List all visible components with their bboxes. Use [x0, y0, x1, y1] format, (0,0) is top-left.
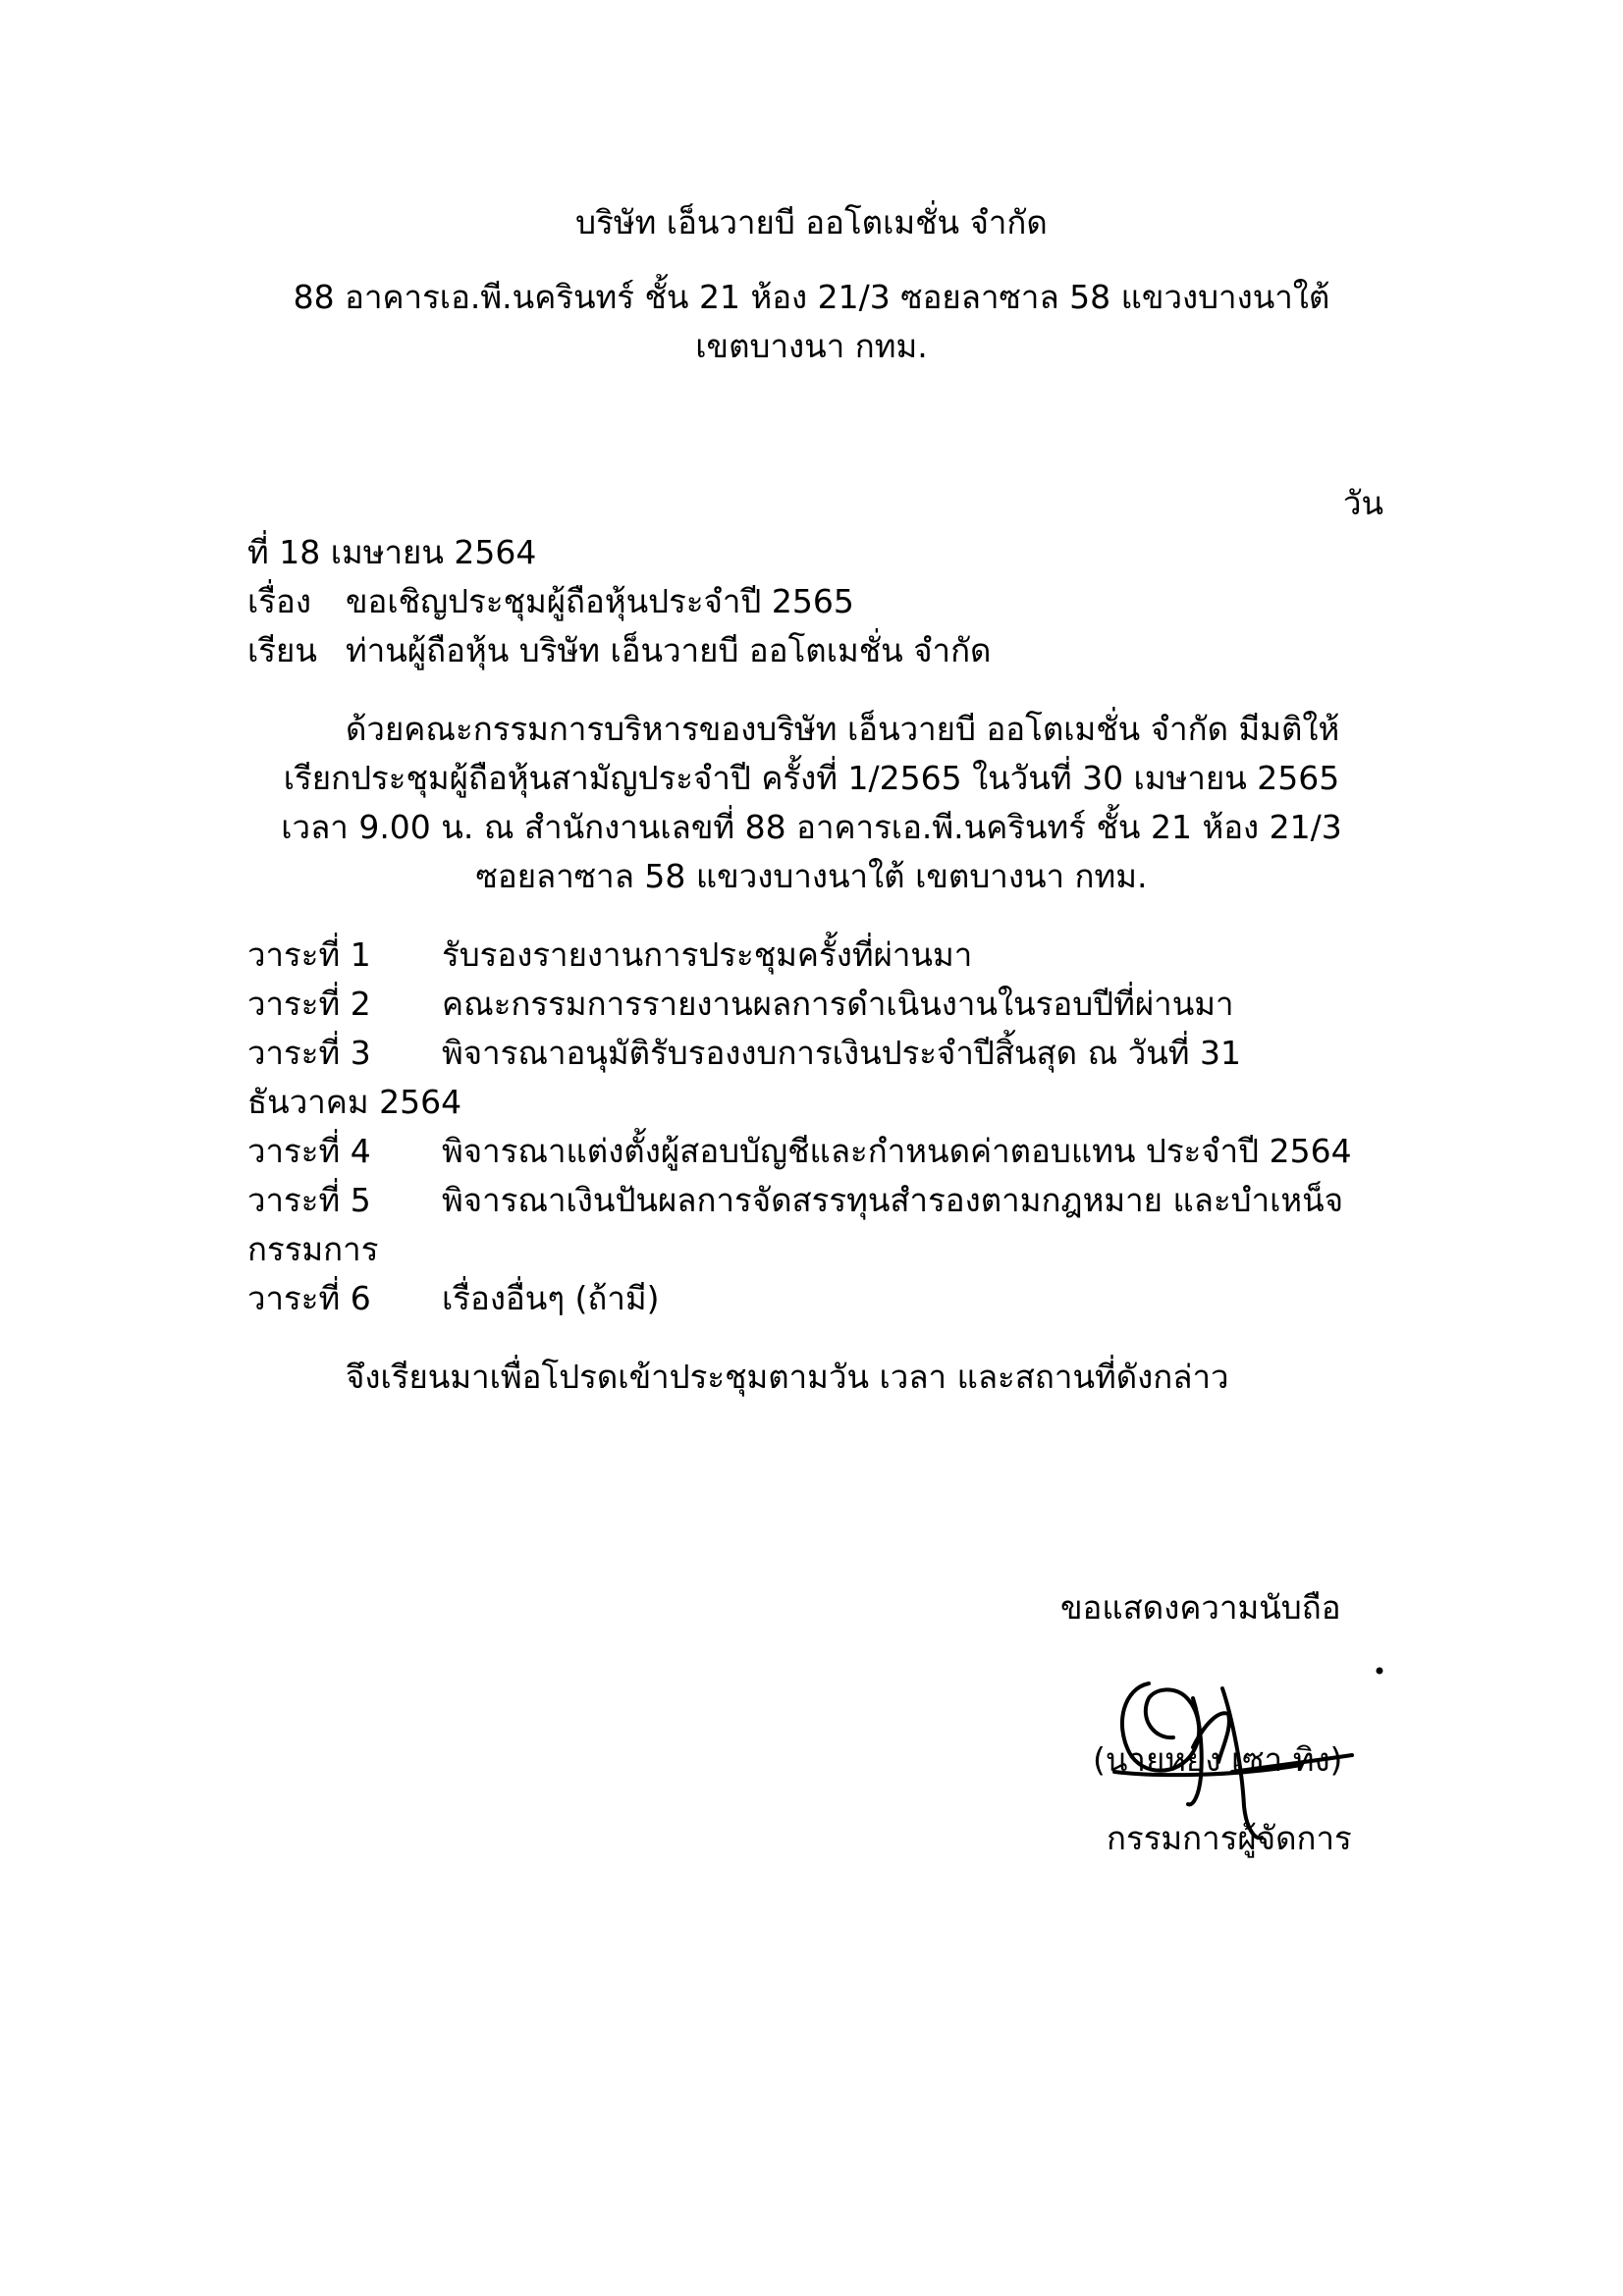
- body-line: ซอยลาซาล 58 แขวงบางนาใต้ เขตบางนา กทม.: [475, 857, 1148, 895]
- agenda-item-text: คณะกรรมการรายงานผลการดำเนินงานในรอบปีที่ผ่านมา: [442, 985, 1234, 1023]
- agenda-item-label: วาระที่ 6: [247, 1279, 371, 1317]
- agenda-item-label: วาระที่ 1: [247, 935, 371, 974]
- body-line: ด้วยคณะกรรมการบริหารของบริษัท เอ็นวายบี ออโตเมชั่น จำกัด มีมติให้: [346, 710, 1340, 748]
- handwritten-signature: [1095, 1629, 1389, 1841]
- regards-text: ขอแสดงความนับถือ: [1060, 1588, 1341, 1627]
- agenda-item-text: รับรองรายงานการประชุมครั้งที่ผ่านมา: [442, 935, 973, 974]
- signer-title: กรรมการผู้จัดการ: [1107, 1819, 1352, 1857]
- subject-text: ขอเชิญประชุมผู้ถือหุ้นประจำปี 2565: [346, 582, 854, 620]
- agenda-item-continuation: ธันวาคม 2564: [247, 1083, 462, 1121]
- body-line: เวลา 9.00 น. ณ สำนักงานเลขที่ 88 อาคารเอ.พี.นครินทร์ ชั้น 21 ห้อง 21/3: [281, 808, 1342, 846]
- date-value: ที่ 18 เมษายน 2564: [247, 533, 537, 571]
- agenda-item-text: เรื่องอื่นๆ (ถ้ามี): [442, 1279, 660, 1317]
- recipient-label: เรียน: [247, 631, 317, 669]
- company-address-line1: 88 อาคารเอ.พี.นครินทร์ ชั้น 21 ห้อง 21/3 ซอยลาซาล 58 แขวงบางนาใต้: [293, 278, 1330, 316]
- company-address-line2: เขตบางนา กทม.: [695, 327, 928, 365]
- subject-label: เรื่อง: [247, 582, 311, 620]
- signer-name: (นายหยง เซา ทิง): [1093, 1740, 1343, 1779]
- agenda-item-label: วาระที่ 4: [247, 1132, 371, 1170]
- agenda-item-text: พิจารณาแต่งตั้งผู้สอบบัญชีและกำหนดค่าตอบแทน ประจำปี 2564: [442, 1132, 1352, 1170]
- closing-text: จึงเรียนมาเพื่อโปรดเข้าประชุมตามวัน เวลา และสถานที่ดังกล่าว: [346, 1358, 1229, 1396]
- recipient-text: ท่านผู้ถือหุ้น บริษัท เอ็นวายบี ออโตเมชั่น จำกัด: [346, 631, 992, 669]
- agenda-item-text: พิจารณาเงินปันผลการจัดสรรทุนสำรองตามกฎหมาย และบำเหน็จ: [442, 1181, 1344, 1219]
- body-line: เรียกประชุมผู้ถือหุ้นสามัญประจำปี ครั้งที่ 1/2565 ในวันที่ 30 เมษายน 2565: [283, 759, 1340, 797]
- date-prefix: วัน: [1343, 484, 1384, 522]
- agenda-item-text: พิจารณาอนุมัติรับรองงบการเงินประจำปีสิ้นสุด ณ วันที่ 31: [442, 1034, 1242, 1072]
- company-name: บริษัท เอ็นวายบี ออโตเมชั่น จำกัด: [575, 203, 1048, 241]
- agenda-item-continuation: กรรมการ: [247, 1230, 379, 1268]
- agenda-item-label: วาระที่ 5: [247, 1181, 371, 1219]
- agenda-item-label: วาระที่ 3: [247, 1034, 371, 1072]
- agenda-item-label: วาระที่ 2: [247, 985, 371, 1023]
